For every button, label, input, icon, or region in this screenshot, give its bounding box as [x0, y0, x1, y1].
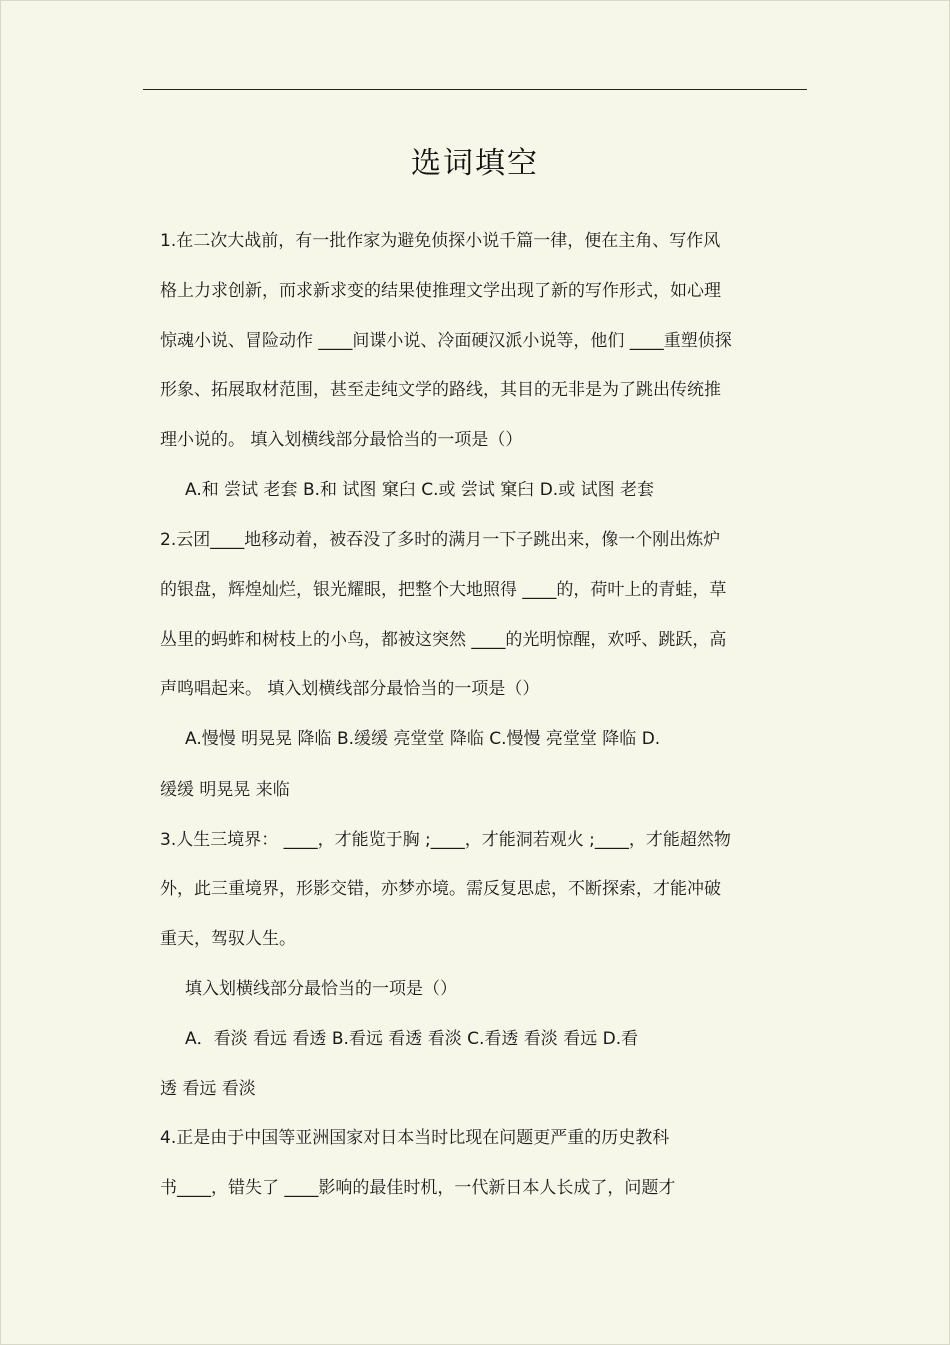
question-prompt: 声鸣唱起来。 填入划横线部分最恰当的一项是（） [160, 679, 540, 699]
answer-options: A.和 尝试 老套 B.和 试图 窠臼 C.或 尝试 窠臼 D.或 试图 老套 [185, 480, 655, 500]
answer-options: A．看淡 看远 看透 B.看远 看透 看淡 C.看透 看淡 看远 D.看 [185, 1029, 639, 1049]
text-line: 惊魂小说、冒险动作 ____间谍小说、冷面硬汉派小说等，他们 ____重塑侦探 [160, 331, 732, 351]
text-line: 外，此三重境界，形影交错，亦梦亦境。需反复思虑，不断探索，才能冲破 [160, 879, 721, 899]
text-line: 3.人生三境界： ____，才能览于胸 ;____，才能洞若观火 ;____，才能超然物 [160, 830, 731, 850]
text-line: 2.云团____地移动着，被吞没了多时的满月一下子跳出来，像一个刚出炼炉 [160, 530, 721, 550]
text-line: 1.在二次大战前，有一批作家为避免侦探小说千篇一律，便在主角、写作风 [160, 231, 721, 251]
question-prompt: 填入划横线部分最恰当的一项是（） [185, 979, 457, 999]
text-line: 书____，错失了 ____影响的最佳时机，一代新日本人长成了，问题才 [160, 1178, 676, 1198]
answer-options: A.慢慢 明晃晃 降临 B.缓缓 亮堂堂 降临 C.慢慢 亮堂堂 降临 D. [185, 729, 661, 749]
text-line: 重天，驾驭人生。 [160, 929, 296, 949]
answer-options: 缓缓 明晃晃 来临 [160, 780, 290, 800]
header-rule [143, 89, 807, 90]
text-line: 4.正是由于中国等亚洲国家对日本当时比现在问题更严重的历史教科 [160, 1128, 670, 1148]
document-title: 选词填空 [411, 146, 539, 181]
answer-options: 透 看远 看淡 [160, 1079, 256, 1099]
text-line: 形象、拓展取材范围，甚至走纯文学的路线，其目的无非是为了跳出传统推 [160, 380, 721, 400]
question-prompt: 理小说的。 填入划横线部分最恰当的一项是（） [160, 430, 523, 450]
text-line: 的银盘，辉煌灿烂，银光耀眼，把整个大地照得 ____的，荷叶上的青蛙，草 [160, 580, 727, 600]
text-line: 格上力求创新，而求新求变的结果使推理文学出现了新的写作形式，如心理 [160, 281, 721, 301]
text-line: 丛里的蚂蚱和树枝上的小鸟，都被这突然 ____的光明惊醒，欢呼、跳跃，高 [160, 630, 727, 650]
